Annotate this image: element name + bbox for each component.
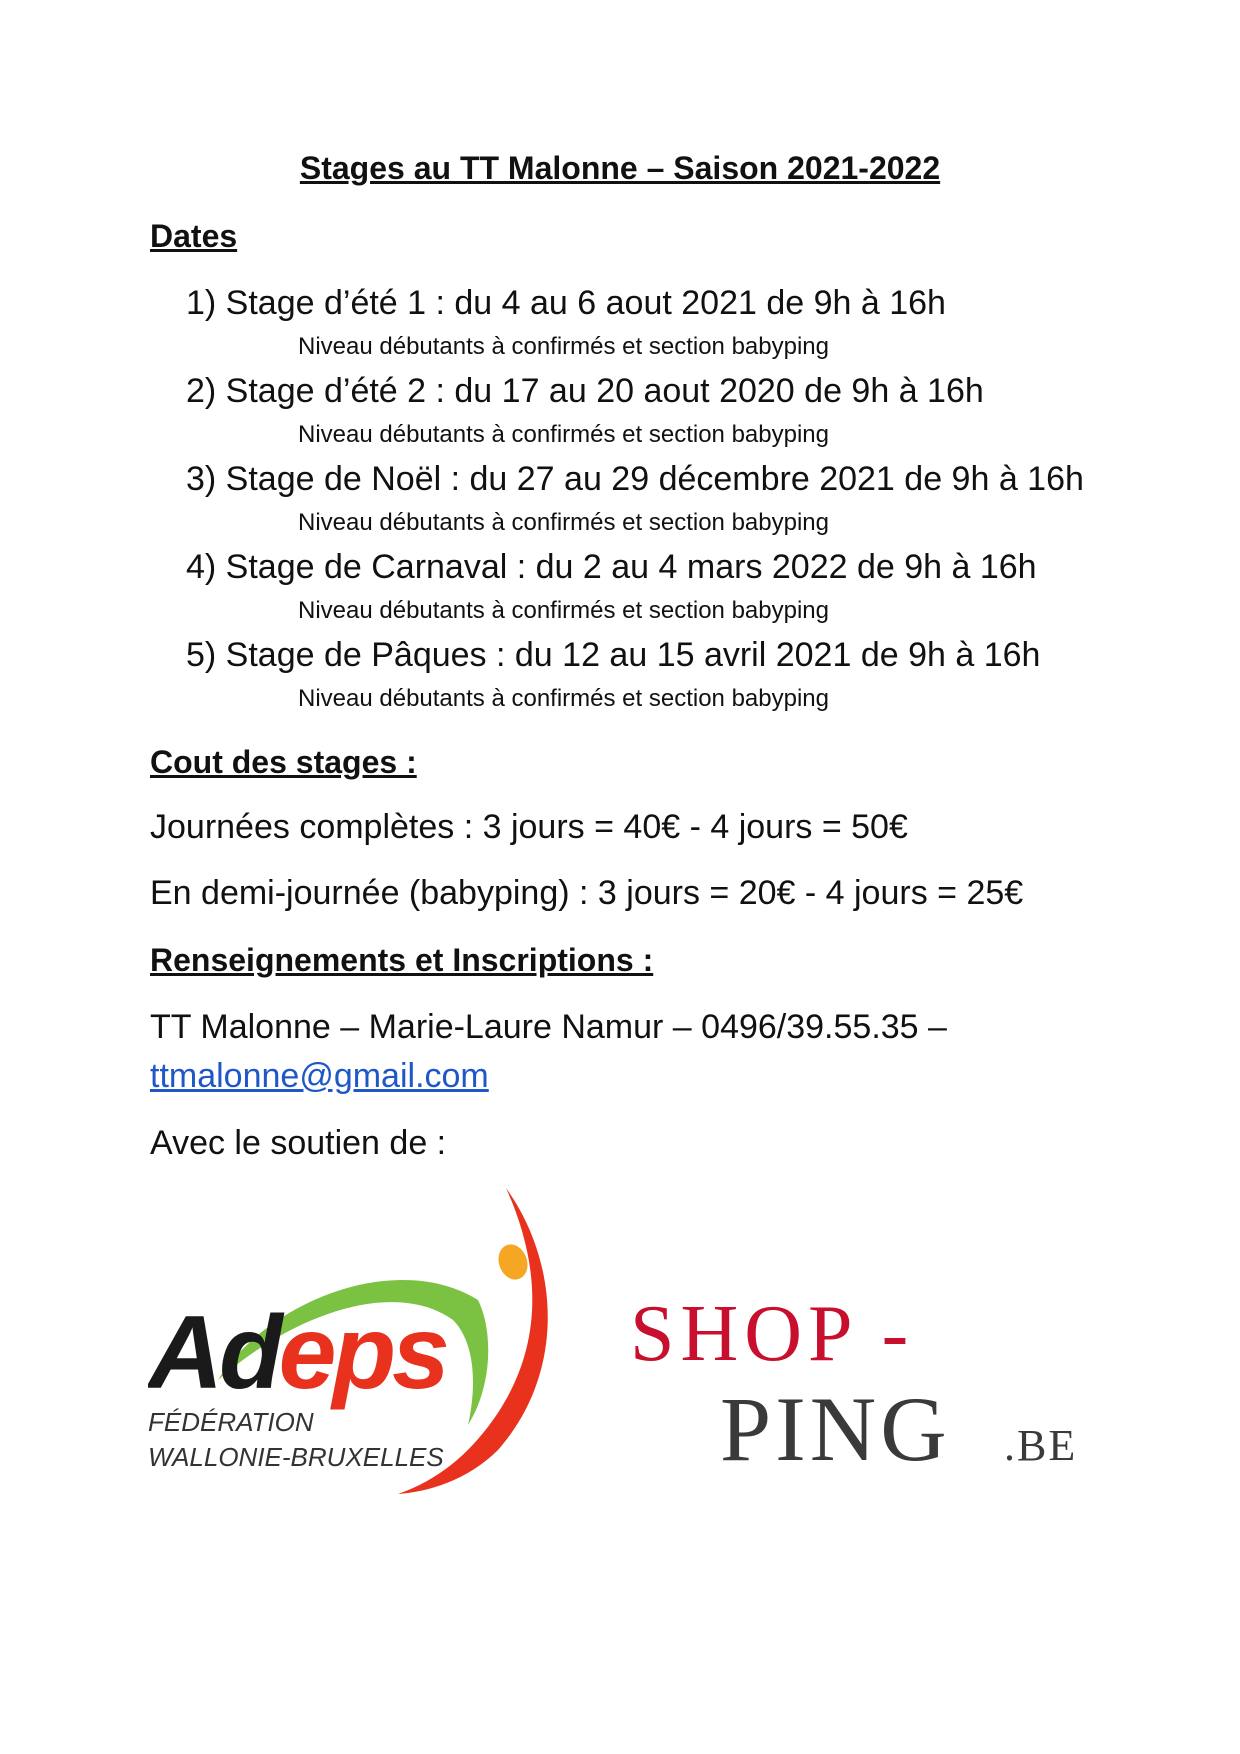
support-label: Avec le soutien de : — [150, 1124, 447, 1162]
cost-half-days: En demi-journée (babyping) : 3 jours = 20€ - 4 jours = 25€ — [150, 874, 1024, 912]
adeps-line-1: FÉDÉRATION — [148, 1407, 314, 1437]
stage-level-3: Niveau débutants à confirmés et section babyping — [298, 509, 829, 536]
stage-line-4: 4) Stage de Carnaval : du 2 au 4 mars 2022 de 9h à 16h — [186, 548, 1037, 586]
adeps-logo — [148, 1180, 568, 1500]
adeps-wordmark: Adeps — [148, 1295, 446, 1411]
stage-line-1: 1) Stage d’été 1 : du 4 au 6 aout 2021 de 9h à 16h — [186, 284, 946, 322]
info-heading: Renseignements et Inscriptions : — [150, 942, 654, 978]
stage-line-2: 2) Stage d’été 2 : du 17 au 20 aout 2020 de 9h à 16h — [186, 372, 984, 410]
stage-level-2: Niveau débutants à confirmés et section babyping — [298, 421, 829, 448]
shopping-bottom-text: PING — [720, 1378, 951, 1475]
page-title: Stages au TT Malonne – Saison 2021-2022 — [299, 150, 941, 186]
adeps-line-2: WALLONIE-BRUXELLES — [148, 1442, 444, 1472]
dates-heading: Dates — [150, 218, 238, 254]
stage-level-4: Niveau débutants à confirmés et section babyping — [298, 597, 829, 624]
stage-line-3: 3) Stage de Noël : du 27 au 29 décembre 2021 de 9h à 16h — [186, 460, 1084, 498]
email-link[interactable]: ttmalonne@gmail.com — [150, 1057, 489, 1095]
stage-level-5: Niveau débutants à confirmés et section babyping — [298, 685, 829, 712]
shopping-logo — [620, 1285, 1090, 1475]
stage-level-1: Niveau débutants à confirmés et section babyping — [298, 333, 829, 360]
contact-line: TT Malonne – Marie-Laure Namur – 0496/39.55.35 – — [150, 1008, 947, 1046]
shopping-suffix-text: .BE — [1004, 1421, 1078, 1470]
cost-full-days: Journées complètes : 3 jours = 40€ - 4 jours = 50€ — [150, 808, 908, 846]
stage-line-5: 5) Stage de Pâques : du 12 au 15 avril 2021 de 9h à 16h — [186, 636, 1041, 674]
shopping-top-text: SHOP - — [630, 1290, 915, 1378]
cost-heading: Cout des stages : — [150, 744, 417, 780]
